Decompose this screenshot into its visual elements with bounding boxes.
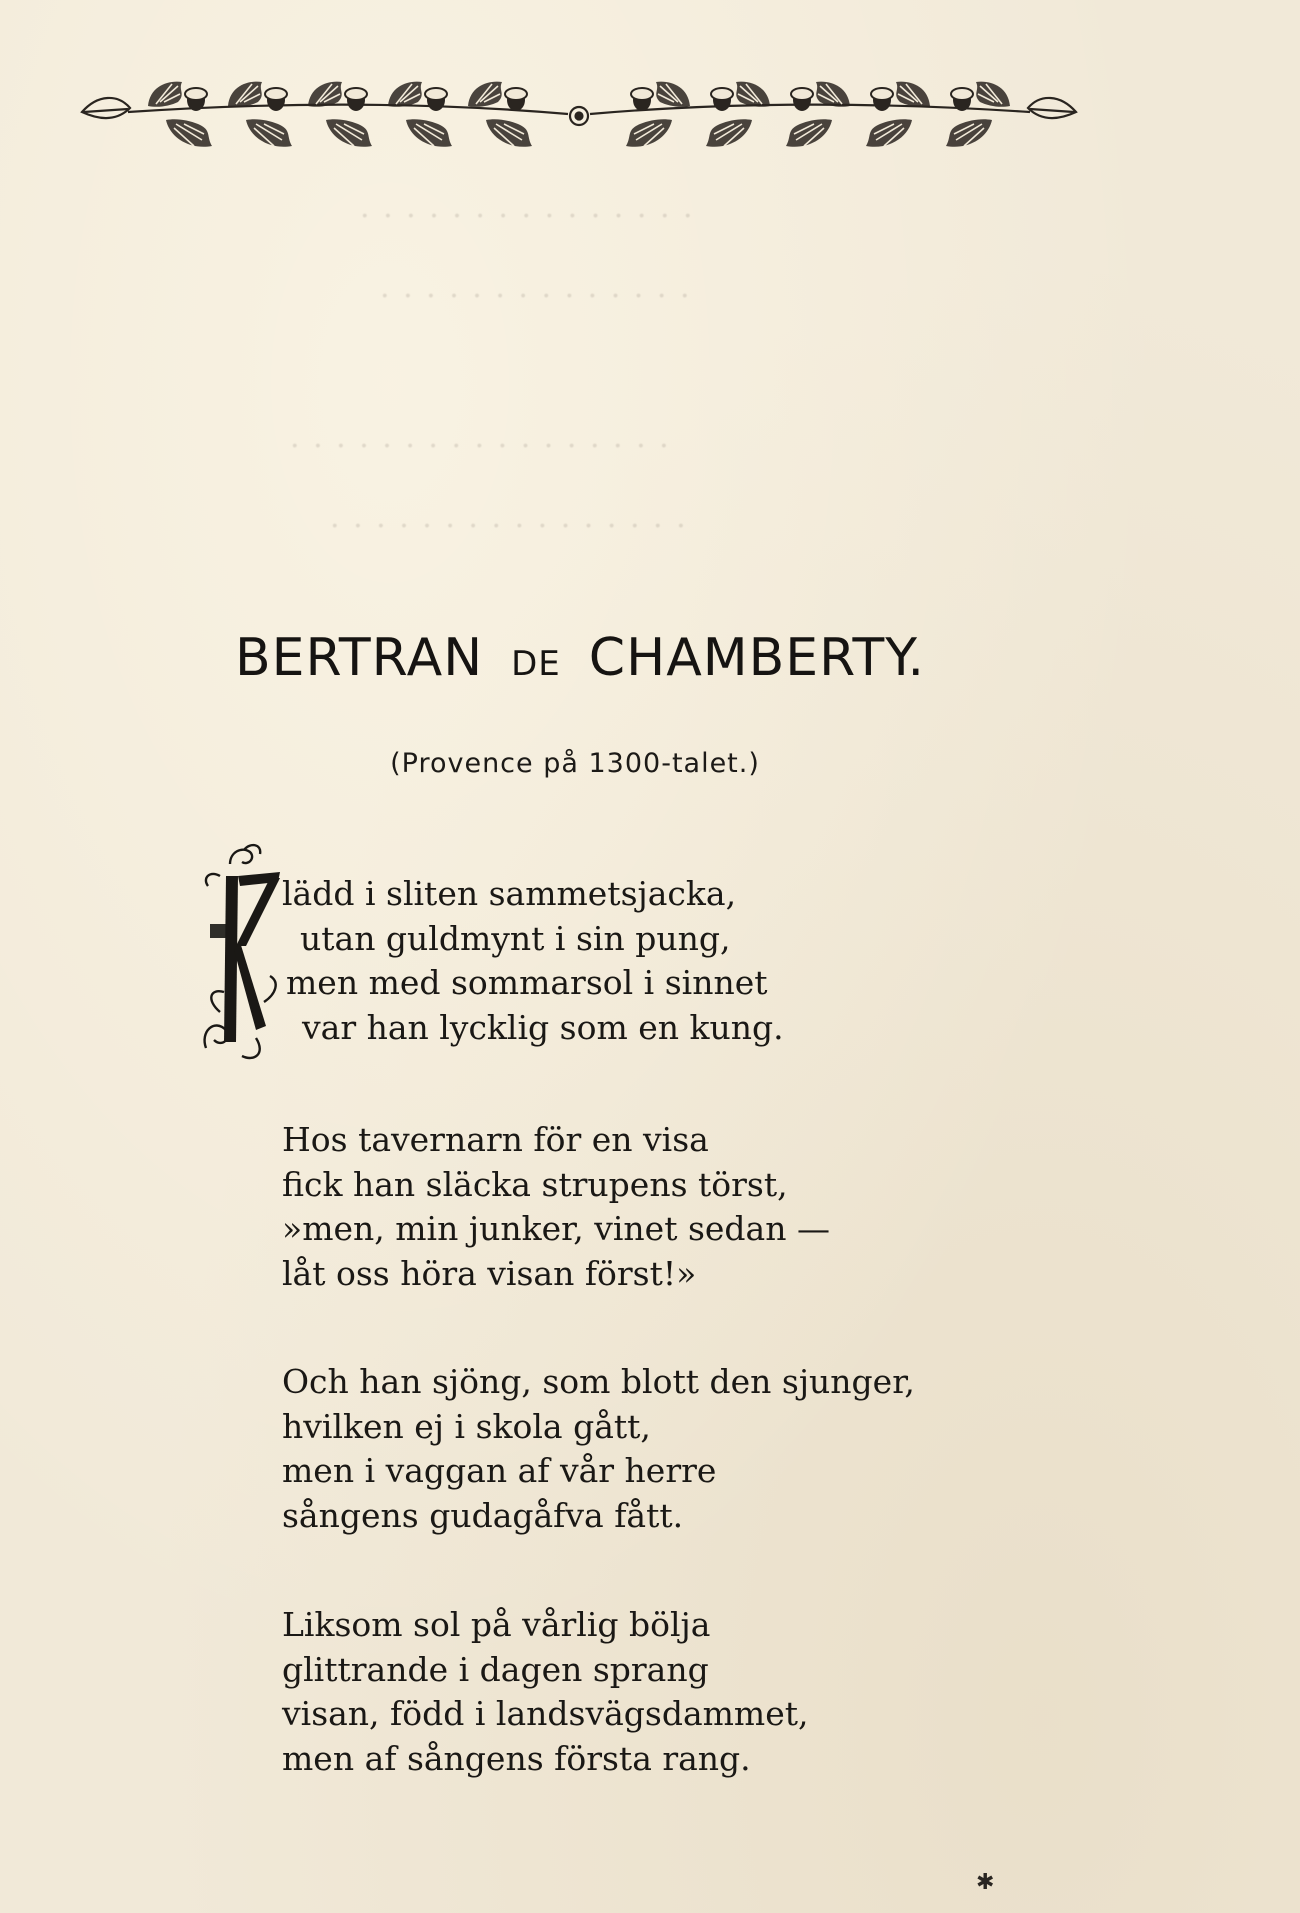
verse-line: glittrande i dagen sprang (282, 1649, 709, 1689)
verse-line: lädd i sliten sammetsjacka, (282, 874, 737, 913)
bleed-through-text: . . . . . . . . . . . . . . . (360, 190, 695, 225)
stanza-1 (282, 872, 784, 1050)
verse-line: Hos tavernarn för en visa (282, 1120, 709, 1159)
drop-cap-k-icon (200, 842, 282, 1064)
stanza-4 (282, 1603, 809, 1781)
verse-line: visan, född i landsvägsdammet, (282, 1694, 809, 1733)
bleed-through-text: . . . . . . . . . . . . . . (380, 270, 692, 305)
poem-subtitle: (Provence på 1300-talet.) (390, 748, 760, 779)
bleed-through-text: . . . . . . . . . . . . . . . . . (290, 420, 671, 455)
verse-line: hvilken ej i skola gått, (282, 1406, 651, 1446)
verse-line: men med sommarsol i sinnet (286, 963, 768, 1002)
title-surname: CHAMBERTY. (588, 628, 926, 688)
stanza-3 (282, 1360, 915, 1538)
verse-line: sångens gudagåfva fått. (282, 1495, 684, 1535)
verse-line: låt oss höra visan först!» (282, 1253, 697, 1293)
verse-line: »men, min junker, vinet sedan — (282, 1209, 830, 1248)
title-name: BERTRAN (234, 628, 484, 688)
verse-line: utan guldmynt i sin pung, (300, 918, 731, 958)
verse-line: men af sångens första rang. (282, 1738, 751, 1778)
verse-line: Liksom sol på vårlig bölja (282, 1605, 711, 1644)
oak-leaf-ornament-icon (78, 72, 1080, 164)
title-particle: DE (511, 644, 561, 684)
verse-line: fick han släcka strupens törst, (282, 1164, 788, 1204)
verse-line: var han lycklig som en kung. (302, 1007, 784, 1047)
verse-line: men i vaggan af vår herre (282, 1451, 717, 1490)
stanza-2 (282, 1118, 830, 1296)
verse-line: Och han sjöng, som blott den sjunger, (282, 1362, 915, 1401)
end-mark-asterisk-icon: ✱ (976, 1870, 995, 1895)
bleed-through-text: . . . . . . . . . . . . . . . . (330, 500, 688, 535)
poem-title (0, 628, 1160, 688)
